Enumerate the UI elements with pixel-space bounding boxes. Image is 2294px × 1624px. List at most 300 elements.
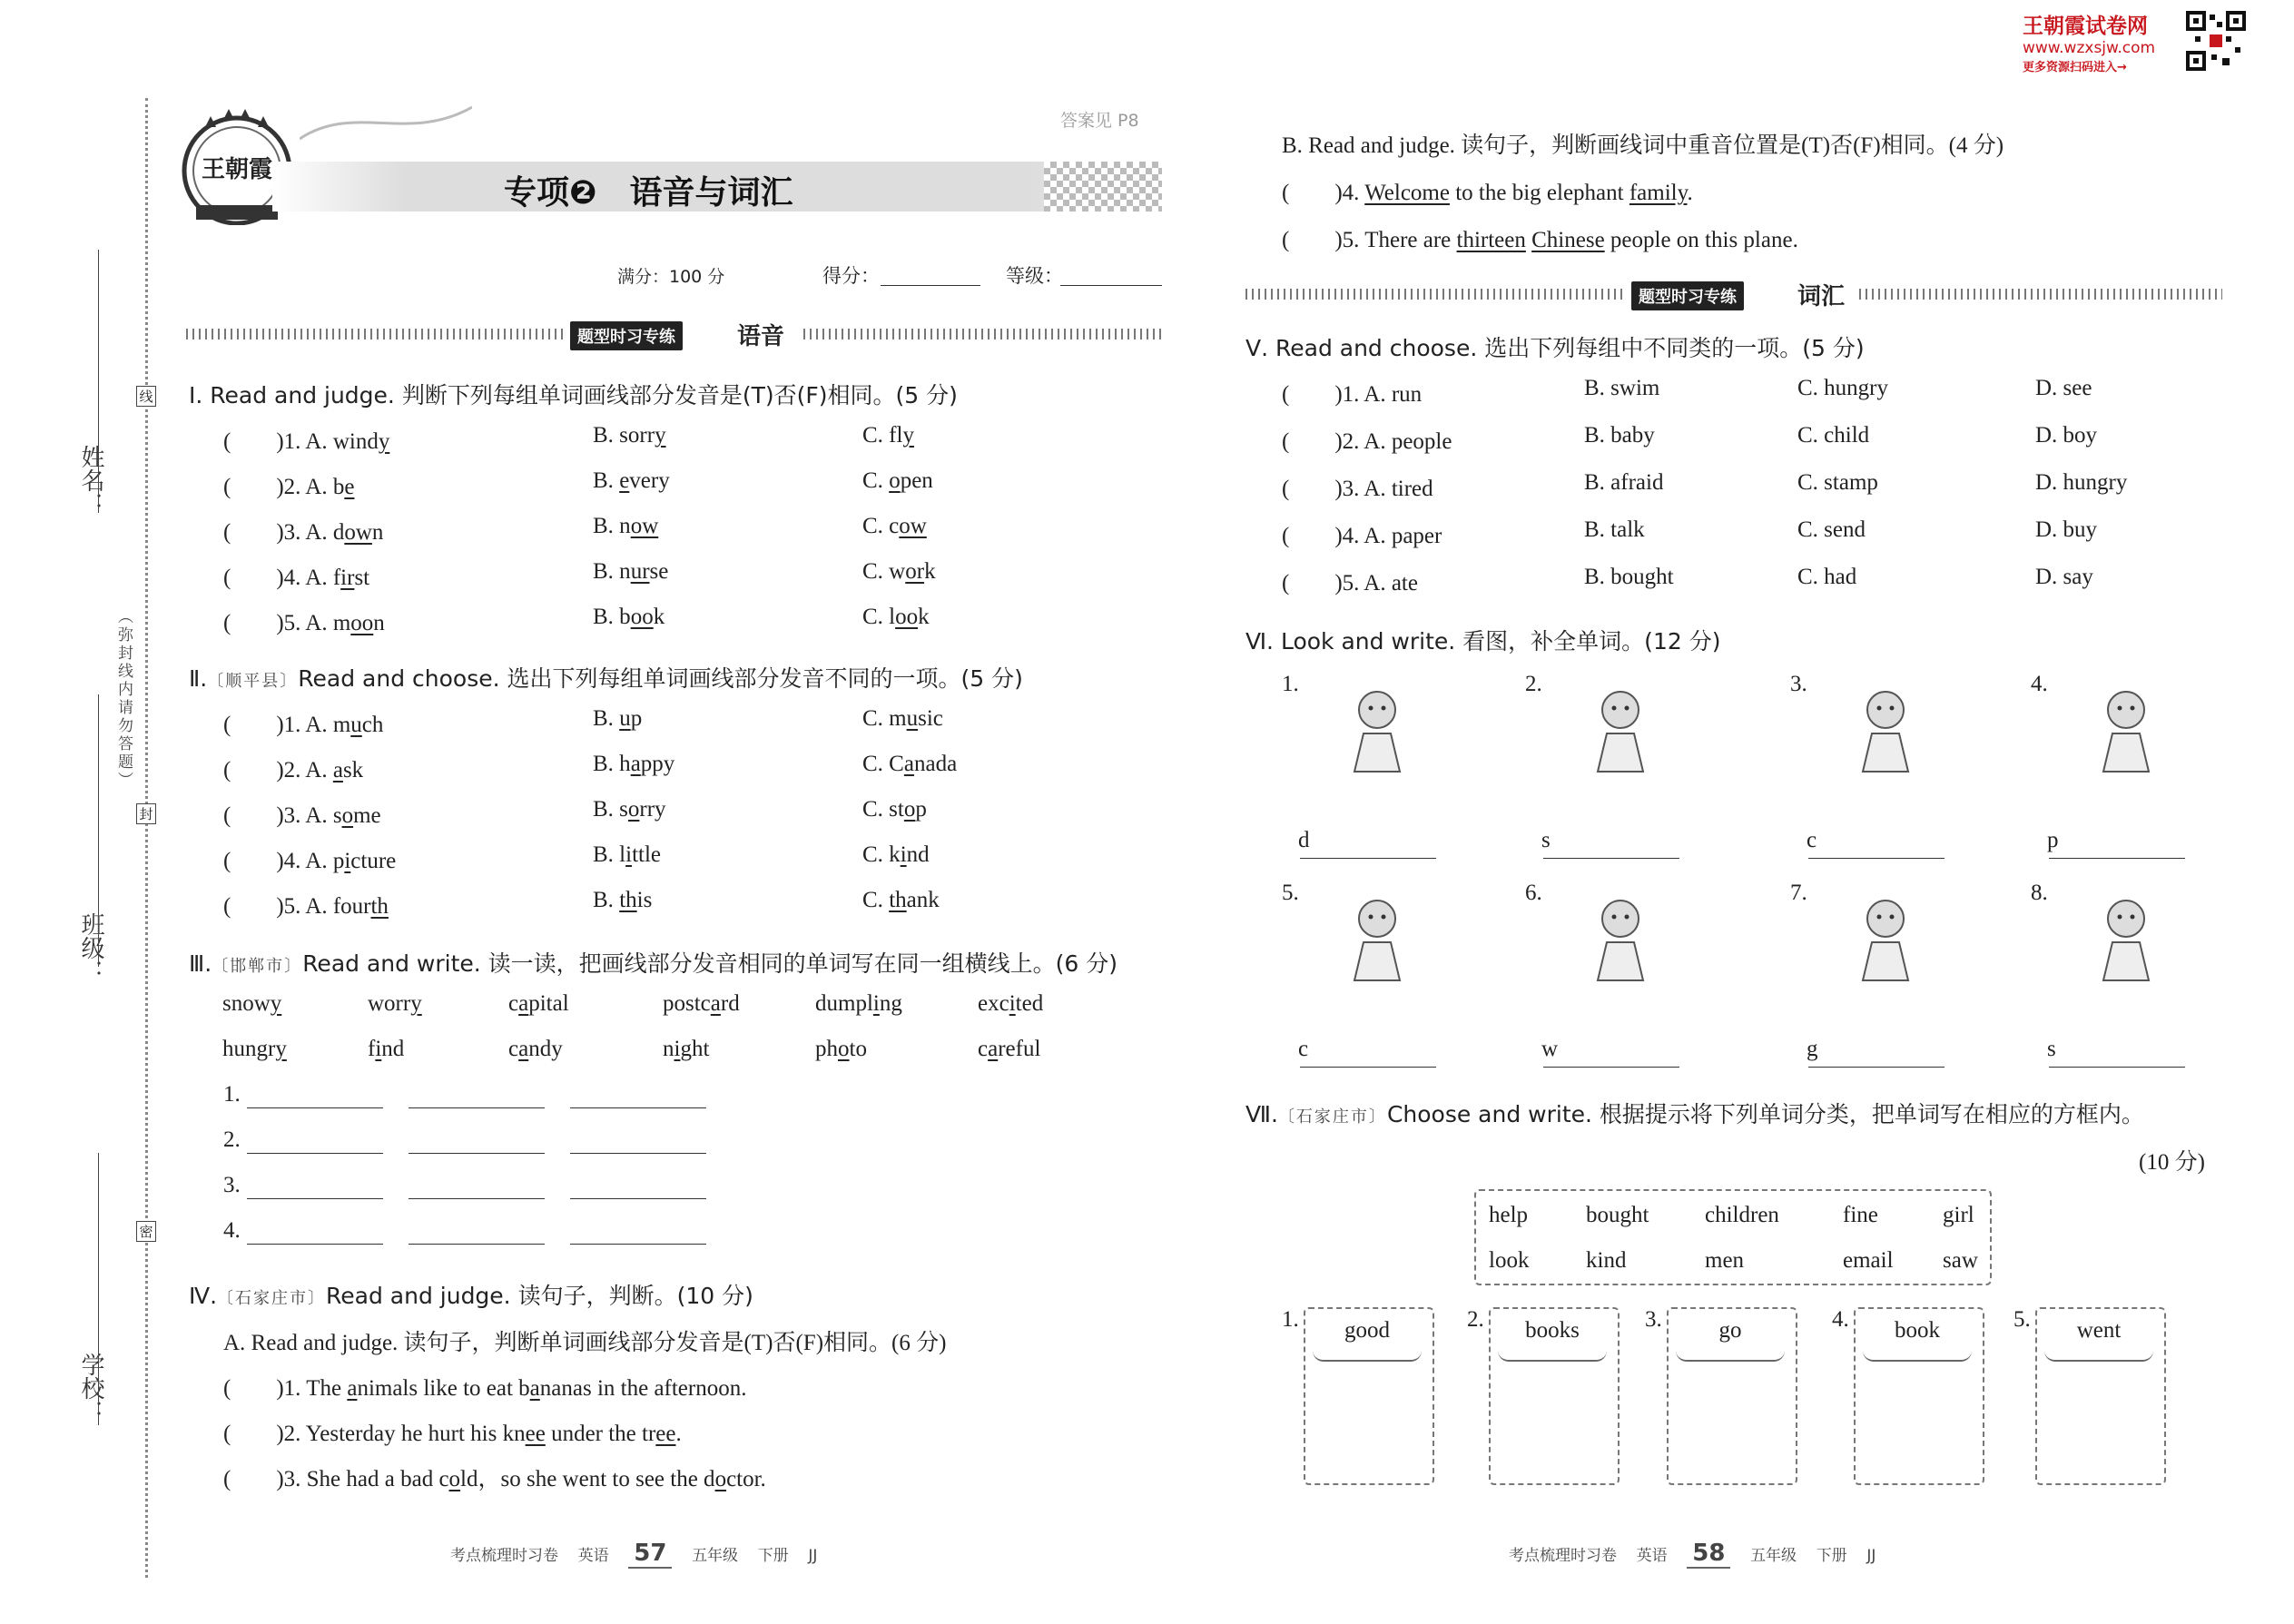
option-b (593, 423, 666, 448)
word-underlined: i (872, 991, 880, 1016)
seal-char-line: 线 (136, 386, 156, 407)
option-c-text: nd (906, 842, 930, 867)
word-text: hungr (222, 1037, 276, 1061)
option-a-text: d (332, 520, 345, 545)
vocab-banner-title: 词汇 (1797, 283, 1846, 310)
option-a-underlined: a (332, 758, 343, 782)
option-a-text: cture (350, 849, 397, 873)
page-number: 58 (1687, 1540, 1730, 1569)
word-text: exc (978, 991, 1009, 1016)
sentence-text: nanas in the afternoon. (539, 1376, 747, 1401)
option-b (593, 514, 658, 539)
first-letter: g (1807, 1037, 1818, 1061)
vocab-banner-tag: 题型时习专练 (1631, 281, 1744, 310)
category-word: good (1344, 1318, 1390, 1343)
first-letter: d (1298, 828, 1310, 852)
sentence-underlined: a (347, 1376, 358, 1401)
choice-option: C. send (1797, 517, 1866, 542)
first-letter: s (2047, 1037, 2056, 1061)
section-7-heading (1245, 1097, 2144, 1129)
word-underlined: a (988, 1037, 999, 1061)
category-word: go (1718, 1318, 1742, 1343)
word-underlined: a (710, 991, 721, 1016)
stress-question[interactable] (1282, 221, 1798, 254)
option-c-text: p (915, 797, 927, 822)
sentence-question[interactable] (223, 1415, 682, 1448)
seal-char-secret: 密 (136, 1221, 156, 1242)
option-c-underlined: ow (899, 514, 927, 538)
banner-tag: 题型时习专练 (570, 321, 683, 350)
candy-icon (1327, 890, 1427, 989)
word-9 (508, 1037, 563, 1062)
category-number: 5. (2013, 1307, 2031, 1332)
seal-note: （弥封线内请勿答题） (114, 608, 133, 790)
answer-line-number: 2. (223, 1127, 241, 1152)
option-b-text: ttle (632, 842, 662, 867)
category-word: books (1525, 1318, 1580, 1343)
page-title: 专项❷ 语音与词汇 (504, 174, 793, 212)
answer-line-number: 1. (223, 1082, 241, 1107)
section-4-number: Ⅳ. (189, 1283, 218, 1309)
bank-word: look (1489, 1248, 1530, 1273)
first-letter: s (1541, 828, 1551, 852)
s2-question[interactable] (223, 797, 381, 830)
score-blank (881, 285, 980, 286)
girl-icon (1836, 890, 1935, 989)
answer-blank[interactable] (570, 1107, 706, 1108)
first-letter: c (1807, 828, 1817, 852)
brand-logo-text: 王朝霞 (201, 156, 272, 183)
option-b-text: B. (593, 706, 620, 731)
choice-option: C. child (1797, 423, 1870, 448)
word-11 (815, 1037, 867, 1062)
option-b-text: ppy (640, 752, 675, 776)
sentence-text: ( )1. The (223, 1376, 348, 1401)
word-text: ph (815, 1037, 838, 1061)
option-c-text: k (924, 559, 936, 584)
option-b (593, 468, 670, 494)
option-c-text: C. (862, 888, 890, 912)
seal-char-seal: 封 (136, 803, 156, 824)
student-name-label: 姓名： (77, 445, 104, 516)
option-b-text: B. b (593, 605, 631, 629)
word-text: c (508, 1037, 519, 1061)
stress-question[interactable] (1282, 174, 1693, 207)
option-a-text: f (332, 566, 341, 590)
option-a-text: wind (332, 429, 379, 454)
section-1-question[interactable] (223, 423, 389, 456)
sentence-text: ( )5. There are (1282, 228, 1457, 252)
footer-edition: JJ (1866, 1547, 1876, 1565)
section-3-heading (189, 946, 1117, 979)
word-answer-blank[interactable] (1300, 1067, 1436, 1068)
option-c-underlined: or (905, 559, 925, 584)
question-number: ( )1. A. (223, 713, 333, 737)
footer-series: 考点梳理时习卷 (450, 1547, 558, 1565)
word-5 (815, 991, 902, 1017)
option-a-underlined: u (350, 713, 362, 737)
first-letter: p (2047, 828, 2059, 852)
option-a-text: ch (361, 713, 384, 737)
photo-icon (2076, 681, 2176, 781)
word-answer-blank[interactable] (1543, 858, 1679, 859)
section-7-number: Ⅶ. (1245, 1101, 1278, 1127)
footer-volume: 下册 (757, 1547, 789, 1565)
option-b-underlined: oo (630, 605, 654, 629)
section-7-points: (10 分) (2139, 1150, 2205, 1175)
sentence-text: under the tr (545, 1422, 656, 1446)
answer-blank[interactable] (409, 1198, 545, 1199)
option-c (862, 842, 930, 868)
section-1-question[interactable] (223, 605, 385, 637)
full-score-label: 满分：100 分 (617, 267, 725, 287)
option-c (862, 888, 940, 913)
sentence-underlined: Chinese (1531, 228, 1605, 252)
word-4 (663, 991, 740, 1017)
option-c-text: sic (918, 706, 943, 731)
question-number: ( )4. A. (223, 566, 333, 590)
dancing-girl-icon (1327, 681, 1427, 781)
option-a-underlined: e (344, 475, 355, 499)
banner-hatch-right (803, 329, 1162, 340)
section-4a-instruction: A. Read and judge. 读句子，判断单词画线部分发音是(T)否(F)相同。(6 分) (223, 1331, 947, 1355)
sentence-underlined: ee (525, 1422, 546, 1446)
footer-series: 考点梳理时习卷 (1509, 1547, 1617, 1565)
boy-icon (1570, 681, 1670, 781)
choice-option: D. hungry (2035, 470, 2128, 495)
section-2-number: Ⅱ. (189, 665, 208, 692)
footer-volume: 下册 (1816, 1547, 1847, 1565)
bank-word: girl (1943, 1203, 1974, 1227)
sentence-text: ( )3. She had a bad c (223, 1467, 449, 1491)
sentence-underlined: o (714, 1467, 727, 1491)
word-underlined: o (838, 1037, 850, 1061)
word-text: ng (879, 991, 902, 1016)
choice-question[interactable]: ( )4. A. paper (1282, 524, 1442, 548)
word-text: ted (1015, 991, 1044, 1016)
sentence-text: . (1687, 181, 1693, 205)
sentence-text: people on this plane. (1604, 228, 1798, 252)
option-c-underlined: i (900, 842, 907, 867)
word-underlined: i (375, 1037, 382, 1061)
option-c-underlined: y (902, 423, 914, 448)
picture-number: 2. (1525, 672, 1542, 696)
brand-name: 王朝霞试卷网 (2023, 15, 2148, 38)
sentence-underlined: a (529, 1376, 540, 1401)
word-underlined: i (1009, 991, 1016, 1016)
section-4-location: 〔石家庄市〕 (217, 1289, 327, 1308)
option-c (862, 514, 927, 539)
school-label: 学校： (77, 1353, 104, 1423)
word-answer-blank[interactable] (1300, 858, 1436, 859)
category-number: 1. (1282, 1307, 1299, 1332)
word-text: dumpl (815, 991, 873, 1016)
sentence-underlined: family (1629, 181, 1688, 205)
answer-blank[interactable] (570, 1153, 706, 1154)
footer-left (450, 1540, 817, 1567)
option-c-text: C. (862, 468, 890, 493)
option-c-text: ank (906, 888, 940, 912)
word-underlined: i (674, 1037, 681, 1061)
sentence-text: ld，so she went to see the d (460, 1467, 715, 1491)
option-b (593, 752, 674, 777)
sentence-text: to the big elephant (1449, 181, 1629, 205)
option-a-underlined: ir (340, 566, 355, 590)
answer-blank[interactable] (247, 1244, 383, 1245)
picture-number: 7. (1790, 881, 1807, 905)
answer-blank[interactable] (570, 1198, 706, 1199)
first-letter: c (1298, 1037, 1309, 1061)
footer-right (1509, 1540, 1876, 1567)
bank-word: children (1705, 1203, 1779, 1227)
word-1 (222, 991, 281, 1017)
section-1-heading: Ⅰ. Read and judge. 判断下列每组单词画线部分发音是(T)否(F)相同。(5 分) (189, 382, 958, 408)
s2-question[interactable] (223, 706, 383, 739)
section-1-question[interactable] (223, 468, 354, 501)
option-c-text: C. k (862, 842, 901, 867)
section-6-heading: Ⅵ. Look and write. 看图，补全单词。(12 分) (1245, 628, 1721, 655)
option-b-text: B. n (593, 514, 631, 538)
sentence-text: nimals like to eat b (357, 1376, 530, 1401)
choice-question[interactable]: ( )1. A. run (1282, 382, 1423, 407)
choice-question[interactable]: ( )3. A. tired (1282, 477, 1433, 501)
option-b-text: B. (593, 888, 620, 912)
category-divider (1863, 1351, 1972, 1362)
option-c (862, 752, 957, 777)
answer-line-number: 3. (223, 1173, 241, 1197)
word-answer-blank[interactable] (1543, 1067, 1679, 1068)
choice-option: B. swim (1584, 376, 1660, 400)
bank-word: men (1705, 1248, 1745, 1273)
word-text: pital (528, 991, 569, 1016)
word-10 (663, 1037, 709, 1062)
option-a-text: st (354, 566, 370, 590)
option-a-text: sk (342, 758, 364, 782)
choice-option: C. stamp (1797, 470, 1878, 495)
option-c-text: C. st (862, 797, 904, 822)
option-b (593, 842, 661, 868)
question-number: ( )2. A. (223, 475, 333, 499)
option-a-text: n (371, 520, 384, 545)
question-number: ( )2. A. (223, 758, 333, 782)
page-number: 57 (628, 1540, 672, 1569)
section-7-title: Choose and write. 根据提示将下列单词分类，把单词写在相应的方框内。 (1386, 1101, 2144, 1127)
s2-question[interactable] (223, 752, 363, 784)
option-b-underlined: u (619, 706, 631, 731)
word-8 (368, 1037, 404, 1062)
s2-question[interactable] (223, 888, 389, 920)
score-label: 得分： (822, 265, 880, 287)
option-b-text: B. sorr (593, 423, 655, 448)
choice-question[interactable]: ( )5. A. ate (1282, 571, 1418, 595)
word-3 (508, 991, 569, 1017)
word-text: nd (381, 1037, 405, 1061)
choice-option: C. hungry (1797, 376, 1888, 400)
option-a-underlined: y (378, 429, 390, 454)
option-c-text: pen (900, 468, 933, 493)
word-answer-blank[interactable] (1808, 858, 1944, 859)
option-b-text: B. l (593, 842, 626, 867)
choice-option: C. had (1797, 565, 1857, 589)
option-c-text: C. m (862, 706, 907, 731)
answer-blank[interactable] (570, 1244, 706, 1245)
sentence-text: . (675, 1422, 682, 1446)
section-3-title: Read and write. 读一读，把画线部分发音相同的单词写在同一组横线上。(6 分) (302, 950, 1118, 977)
choice-option: B. baby (1584, 423, 1655, 448)
category-word: went (2076, 1318, 2122, 1343)
answer-blank[interactable] (409, 1244, 545, 1245)
sentence-question[interactable] (223, 1461, 766, 1493)
category-number: 4. (1832, 1307, 1849, 1332)
bank-word: help (1489, 1203, 1529, 1227)
choice-option: D. see (2035, 376, 2092, 400)
banner-title: 语音 (737, 323, 785, 350)
option-b-text: B. (593, 468, 620, 493)
binding-dotted-line (145, 98, 148, 1578)
option-c-underlined: o (903, 797, 916, 822)
word-underlined: y (410, 991, 422, 1016)
vocab-banner-hatch-right (1859, 289, 2222, 300)
option-c-text: C. c (862, 514, 900, 538)
choice-option: B. afraid (1584, 470, 1664, 495)
category-divider (1498, 1351, 1607, 1362)
section-5-heading: Ⅴ. Read and choose. 选出下列每组中不同类的一项。(5 分) (1245, 335, 1865, 361)
option-b-underlined: th (619, 888, 637, 912)
option-a-underlined: ow (344, 520, 372, 545)
option-a-underlined: o (341, 803, 354, 828)
bank-word: email (1843, 1248, 1894, 1273)
answer-blank[interactable] (409, 1107, 545, 1108)
section-2-heading (189, 661, 1023, 694)
option-b-text: very (629, 468, 670, 493)
word-answer-blank[interactable] (1808, 1067, 1944, 1068)
option-b-text: B. n (593, 559, 631, 584)
option-b-text: rry (639, 797, 666, 822)
choice-option: D. say (2035, 565, 2093, 589)
class-line (98, 694, 99, 967)
word-text: worr (368, 991, 411, 1016)
qr-code[interactable] (2186, 11, 2246, 71)
section-3-location: 〔邯郸市〕 (212, 957, 303, 976)
picture-number: 5. (1282, 881, 1299, 905)
option-c (862, 559, 936, 585)
class-label: 班级： (77, 912, 104, 983)
option-c-underlined: u (906, 706, 919, 731)
sentence-text: ( )4. (1282, 181, 1365, 205)
option-b-underlined: i (625, 842, 633, 867)
answer-blank[interactable] (247, 1153, 383, 1154)
banner-hatch-left (186, 329, 567, 340)
option-a-text: b (332, 475, 345, 499)
bank-word: bought (1586, 1203, 1649, 1227)
section-4-heading (189, 1278, 753, 1311)
word-7 (222, 1037, 287, 1062)
answer-blank[interactable] (409, 1153, 545, 1154)
section-4b-instruction: B. Read and judge. 读句子，判断画线词中重音位置是(T)否(F)相同。(4 分) (1282, 133, 2004, 158)
question-number: ( )4. A. (223, 849, 333, 873)
footer-edition: JJ (808, 1547, 818, 1565)
sentence-underlined: Welcome (1364, 181, 1450, 205)
option-a-underlined: oo (350, 611, 374, 635)
word-underlined: a (518, 991, 529, 1016)
option-b (593, 797, 666, 822)
option-a-underlined: th (370, 894, 389, 919)
answer-line-number: 4. (223, 1218, 241, 1243)
word-text: c (978, 1037, 989, 1061)
option-c (862, 605, 930, 630)
category-number: 2. (1467, 1307, 1484, 1332)
student-name-line (98, 250, 99, 513)
picture-number: 8. (2031, 881, 2048, 905)
word-text: to (849, 1037, 867, 1061)
first-letter: w (1541, 1037, 1559, 1061)
picture-number: 1. (1282, 672, 1299, 696)
question-number: ( )5. A. (223, 894, 333, 919)
brand-url: www.wzxsjw.com (2023, 39, 2156, 57)
option-b (593, 559, 668, 585)
option-b-underlined: ow (630, 514, 659, 538)
computer-icon (1836, 681, 1935, 781)
answer-blank[interactable] (247, 1198, 383, 1199)
choice-option: D. buy (2035, 517, 2098, 542)
option-b-underlined: o (627, 797, 640, 822)
section-1-question[interactable] (223, 559, 369, 592)
section-2-title: Read and choose. 选出下列每组单词画线部分发音不同的一项。(5 分) (298, 665, 1023, 692)
s2-question[interactable] (223, 842, 396, 875)
question-number: ( )3. A. (223, 803, 333, 828)
option-b-underlined: e (619, 468, 630, 493)
option-a-text: me (353, 803, 381, 828)
grade-label: 等级： (1006, 265, 1063, 287)
answer-blank[interactable] (247, 1107, 383, 1108)
bank-word: kind (1586, 1248, 1627, 1273)
word-underlined: a (518, 1037, 529, 1061)
word-12 (978, 1037, 1040, 1062)
word-text: f (368, 1037, 376, 1061)
word-text: reful (998, 1037, 1041, 1061)
word-underlined: y (270, 991, 282, 1016)
option-b (593, 888, 652, 913)
option-c-text: C. l (862, 605, 896, 629)
choice-option: B. bought (1584, 565, 1674, 589)
sentence-underlined: ee (655, 1422, 676, 1446)
option-c-text: C. C (862, 752, 904, 776)
option-a-text: m (332, 611, 351, 635)
sentence-text: ( )2. Yesterday he hurt his kn (223, 1422, 526, 1446)
choice-option: D. boy (2035, 423, 2098, 448)
word-text: n (663, 1037, 674, 1061)
word-text: ndy (528, 1037, 563, 1061)
word-underlined: y (275, 1037, 287, 1061)
choice-question[interactable]: ( )2. A. people (1282, 429, 1452, 454)
category-divider (2044, 1351, 2153, 1362)
section-3-number: Ⅲ. (189, 950, 212, 977)
option-a-text: p (332, 849, 345, 873)
sentence-question[interactable] (223, 1370, 746, 1403)
word-answer-blank[interactable] (2049, 858, 2185, 859)
bank-word: fine (1843, 1203, 1878, 1227)
option-a-text: n (373, 611, 385, 635)
word-text: postc (663, 991, 711, 1016)
option-c (862, 468, 933, 494)
option-c-underlined: o (889, 468, 901, 493)
footer-subject: 英语 (1636, 1547, 1668, 1565)
question-number: ( )1. A. (223, 429, 333, 454)
option-c (862, 423, 914, 448)
word-answer-blank[interactable] (2049, 1067, 2185, 1068)
word-text: rd (720, 991, 740, 1016)
section-1-question[interactable] (223, 514, 383, 546)
